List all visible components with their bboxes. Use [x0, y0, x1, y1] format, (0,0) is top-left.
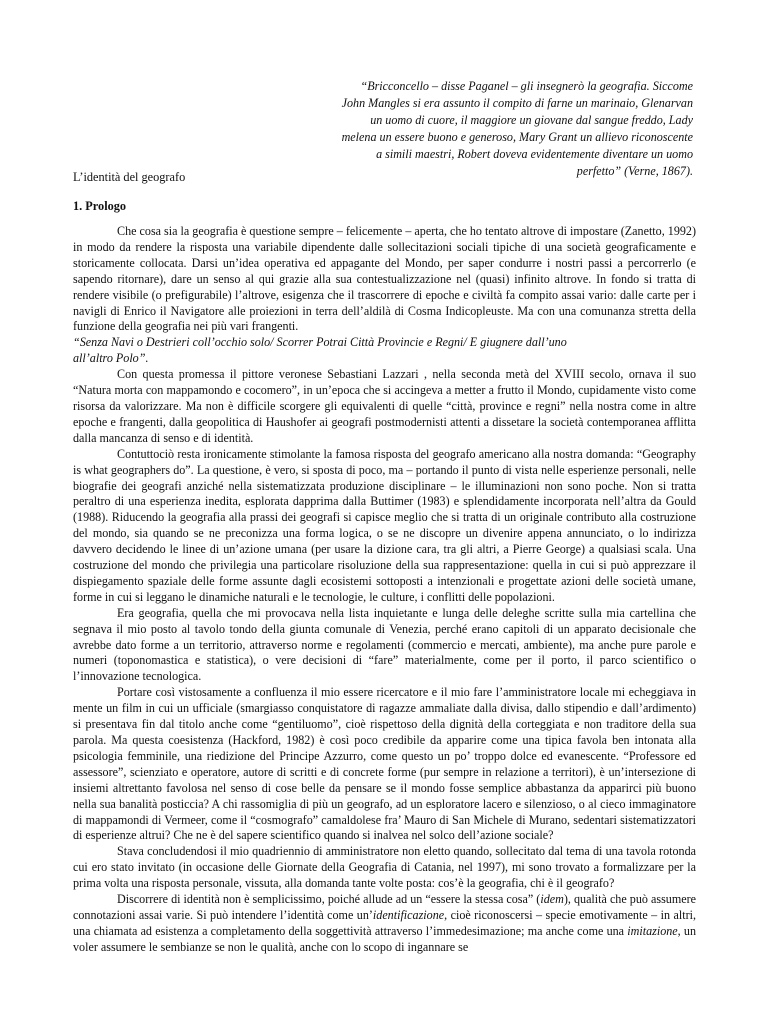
epigraph-quote: “Bricconcello – disse Paganel – gli insegnerò la geografia. Siccome John Mangles si era assunto il compito di farne un marinaio, Glenarvan un uomo di cuore, il maggiore un giovane dal sangue freddo, Lady melena un essere buono e generoso, Mary Grant un allievo riconoscente a simili maestri, Robert doveva evidentemente diventare un uomo perfetto” (Verne, 1867).	[341, 79, 693, 178]
document-title: L’identità del geografo	[73, 170, 186, 184]
italic-term: idem	[540, 892, 564, 907]
text-run: Discorrere di identità non è semplicissimo, poiché allude ad un “essere la stessa cosa” (	[117, 892, 541, 907]
paragraph: Stava concludendosi il mio quadriennio di amministratore non eletto quando, sollecitato dal tema di una tavola rotonda cui ero stato invitato (in occasione delle Giornate della Geografia di Catania, nel 1997), mi sono trovato a formalizzare per la prima volta una risposta personale, vissuta, alla domanda tante volte posta: cos’è la geografia, chi è il geografo?	[73, 844, 696, 891]
text-run: , un voler assumere le sembianze se non le qualità, anche con lo scopo di ingannare se	[73, 923, 697, 954]
italic-term: imitazione	[627, 923, 678, 938]
section-heading: 1. Prologo	[73, 199, 127, 213]
text-run: ), qualità che può assumere connotazioni assai varie. Si può intendere l’identità come un’	[73, 892, 696, 922]
text-run: , cioè riconoscersi – specie emotivamente – in altri, una chiamata ad esistenza a completamento della soggettività attraverso l’immedesimazione; ma anche come una	[73, 907, 696, 938]
paragraph: Con questa promessa il pittore veronese Sebastiani Lazzari , nella seconda metà del XVIII secolo, ornava il suo “Natura morta con mappamondo e cocomero”, in un’epoca che si accingeva a metter a frutto il Mondo, cupidamente visto come risorsa da valorizzare. Ma non è difficile scorgere gli equivalenti di quelle “città, province e regni” nella nostra come in altre epoche e frangenti, dalla geopolitica di Haushofer ai geografi postmodernisti attenti a dissetare la società contemporanea afflitta dalla mancanza di senso e di identità.	[73, 367, 696, 445]
body-text	[73, 224, 696, 956]
paragraph: Portare così vistosamente a confluenza il mio essere ricercatore e il mio fare l’amministratore locale mi echeggiava in mente un film in cui un ufficiale (smargiasso conquistatore di ragazze ammaliate dalla divisa, dallo stipendio e dall’ardimento) si presentava fin dal titolo anche come “gentiluomo”, cioè rispettoso della dignità della corteggiata e non traditore della sua parola. Ma questa coesistenza (Hackford, 1982) è così poco credibile da apparire come una tipica favola ben intonata alla psicologia femminile, una riedizione del Principe Azzurro, come questo un po’ troppo dolce ed evanescente. “Professore ed assessore”, scienziato e operatore, autore di scritti e di concrete forme (pur sempre in relazione a territori), è un’intersezione di insiemi altrettanto favolosa nel senso di cose belle da pensare se il mondo fosse semplice abbastanza da apparirci più buono nella sua banalità posticcia? A chi rassomiglia di più un geografo, ad un esploratore lacero e silenzioso, o al cieco immaginatore di mappamondi di Vermeer, come il “cosmografo” camaldolese fra’ Mauro di San Michele di Murano, sedentari sistematizzatori di esperienze altrui? Che ne è del sapere scientifico quando si inalvea nel solco dell’azione sociale?	[73, 685, 696, 843]
italic-term: identificazione	[372, 907, 445, 922]
paragraph: Era geografia, quella che mi provocava nella lista inquietante e lunga delle deleghe scritte sulla mia cartellina che segnava il mio posto al tavolo tondo della giunta comunale di Venezia, perché erano capitoli di un apparato decisionale che avrebbe dato forme a un territorio, attraverso norme e regolamenti (commercio e mercati, ambiente), ma anche pure parole e numeri (toponomastica e statistica), o vere decisioni di “fare” materialmente, come per il porto, il parco scientifico o l’innovazione tecnologica.	[73, 605, 696, 684]
paragraph: Contuttociò resta ironicamente stimolante la famosa risposta del geografo americano alla nostra domanda: “Geography is what geographers do”. La questione, è vero, si sposta di poco, ma – portando il punto di vista nelle esperienze personali, nelle biografie dei geografi anziché nella sistematizzata produzione disciplinare – le illuminazioni non sono poche. Non si tratta peraltro di una esperienza inedita, esplorata dapprima dalla Buttimer (1983) e splendidamente incorporata nell’altra da Gould (1988). Riducendo la geografia alla prassi dei geografi si capisce meglio che si tratta di un originale contributo alla costruzione del mondo, sia quando se ne preconizza una forma logica, o se ne discopre un divenire appena annunciato, o lo indirizza davvero decidendo le linee di un’azione umana (per usare la dizione cara, tra gli altri, a Pierre George) a qualsiasi scala. Una costruzione del mondo che privilegia una particolare risoluzione della sua rappresentazione: quella in cui si può apprezzare il dispiegamento spaziale delle forme assunte dagli ecosistemi sottoposti a intenzionali e progettate azioni delle società umane, forme in cui si leggano le dinamiche naturali e le tecnologie, le culture, i conflitti delle popolazioni.	[73, 446, 696, 604]
paragraph: Che cosa sia la geografia è questione sempre – felicemente – aperta, che ho tentato altrove di impostare (Zanetto, 1992) in modo da rendere la risposta una variabile dipendente dalle sollecitazioni sociali tipiche di una società geograficamente e storicamente collocata. Darsi un’idea operativa ed appagante del Mondo, per saper condurre i nostri passi a percorrerlo (e sapendo ritornare), dare un senso al qui grazie alla sua contestualizzazione nel (quasi) infinito altrove. In fondo si tratta di rendere visibile (o prefigurabile) l’altrove, esigenza che il trascorrere di epoche e civiltà fa compito assai vario: dalle carte per i navigli di Enrico il Navigatore alle proiezioni in terra dell’aldilà di Cosma Indicopleuste. Ma con una comunanza stretta della funzione della geografia nei più vari frangenti.	[73, 224, 696, 334]
block-quote: “Senza Navi o Destrieri coll’occhio solo/ Scorrer Potrai Città Provincie e Regni/ E giugnere dall’uno all’altro Polo”.	[73, 335, 567, 366]
paragraph	[73, 892, 696, 956]
